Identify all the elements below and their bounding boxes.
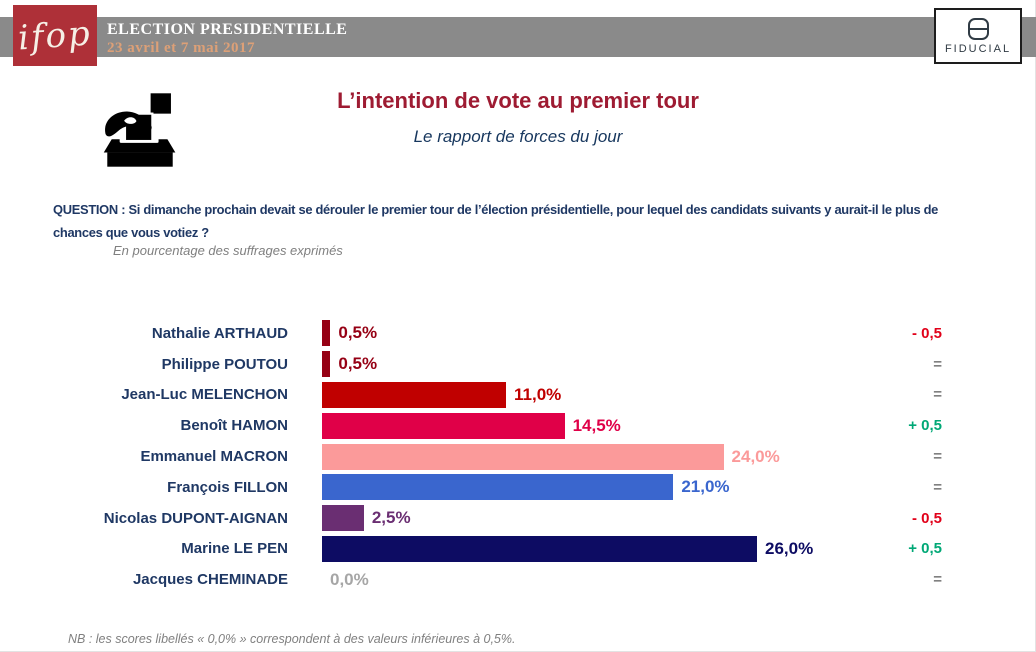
- ifop-logo-text: ifop: [16, 12, 94, 59]
- bar: [322, 320, 330, 346]
- value-label: 11,0%: [514, 384, 562, 404]
- chart-row: [0, 349, 1036, 380]
- value-label: 21,0%: [681, 477, 730, 497]
- candidate-label: Jacques CHEMINADE: [132, 571, 288, 589]
- change-badge: + 0,5: [908, 540, 942, 558]
- ballot-base: [107, 153, 172, 167]
- bar: [322, 474, 673, 500]
- bar: [322, 536, 757, 562]
- bar-area: [322, 534, 813, 565]
- candidate-label: Philippe POUTOU: [161, 355, 288, 373]
- value-label: 2,5%: [371, 508, 411, 528]
- bar-area: [322, 349, 377, 380]
- bar: [322, 413, 565, 439]
- banner-dates: 23 avril et 7 mai 2017: [107, 40, 256, 57]
- chart-row: [0, 318, 1036, 349]
- change-badge: =: [933, 571, 942, 589]
- bar: [322, 444, 724, 470]
- chart-row: [0, 534, 1036, 565]
- unit-note: En pourcentage des suffrages exprimés: [113, 243, 343, 258]
- bar-area: [322, 472, 730, 503]
- page-title: L’intention de vote au premier tour: [337, 88, 699, 113]
- vote-intention-chart: [0, 318, 1036, 595]
- banner-text: [107, 20, 347, 57]
- chart-row: [0, 472, 1036, 503]
- change-badge: =: [933, 478, 942, 496]
- change-badge: =: [933, 448, 942, 466]
- change-badge: - 0,5: [911, 324, 942, 342]
- chart-row: [0, 503, 1036, 534]
- bar: [322, 382, 506, 408]
- footnote: NB : les scores libellés « 0,0% » correspondent à des valeurs inférieures à 0,5%.: [68, 632, 516, 646]
- value-label: 26,0%: [765, 538, 814, 558]
- candidate-label: Nathalie ARTHAUD: [151, 324, 288, 342]
- candidate-label: Benoît HAMON: [180, 417, 288, 435]
- value-label: 14,5%: [572, 415, 621, 435]
- change-badge: - 0,5: [911, 509, 942, 527]
- bar: [322, 505, 364, 531]
- chart-row: [0, 441, 1036, 472]
- page-subtitle: Le rapport de forces du jour: [413, 127, 623, 146]
- value-label: 0,0%: [330, 569, 369, 589]
- bar-area: [322, 503, 411, 534]
- value-label: 0,5%: [338, 323, 378, 343]
- change-badge: =: [933, 355, 942, 373]
- candidate-label: Marine LE PEN: [181, 540, 288, 558]
- value-label: 0,5%: [338, 354, 378, 374]
- ifop-logo: [13, 5, 97, 66]
- change-badge: =: [933, 386, 942, 404]
- bar: [322, 351, 330, 377]
- bar-area: [322, 318, 377, 349]
- candidate-label: Jean-Luc MELENCHON: [121, 386, 288, 404]
- bar-area: [322, 441, 780, 472]
- candidate-label: Nicolas DUPONT-AIGNAN: [103, 509, 288, 527]
- value-label: 24,0%: [731, 446, 780, 466]
- fiducial-logo: [934, 8, 1022, 64]
- fiducial-logo-text: FIDUCIAL: [944, 42, 1012, 55]
- bar-area: [322, 410, 621, 441]
- candidate-label: François FILLON: [167, 478, 288, 496]
- change-badge: + 0,5: [908, 417, 942, 435]
- bar-area: [322, 380, 561, 411]
- candidate-label: Emmanuel MACRON: [140, 448, 288, 466]
- banner-title: ELECTION PRESIDENTIELLE: [107, 21, 348, 38]
- chart-row: [0, 380, 1036, 411]
- chart-row: [0, 564, 1036, 595]
- chart-row: [0, 410, 1036, 441]
- question-text: QUESTION : Si dimanche prochain devait se dérouler le premier tour de l’élection présidentielle, pour lequel des candidats suivants y aurait-il le plus de chances que vous votiez ?: [53, 202, 939, 240]
- bar-area: [322, 564, 369, 595]
- fiducial-icon: [968, 18, 989, 40]
